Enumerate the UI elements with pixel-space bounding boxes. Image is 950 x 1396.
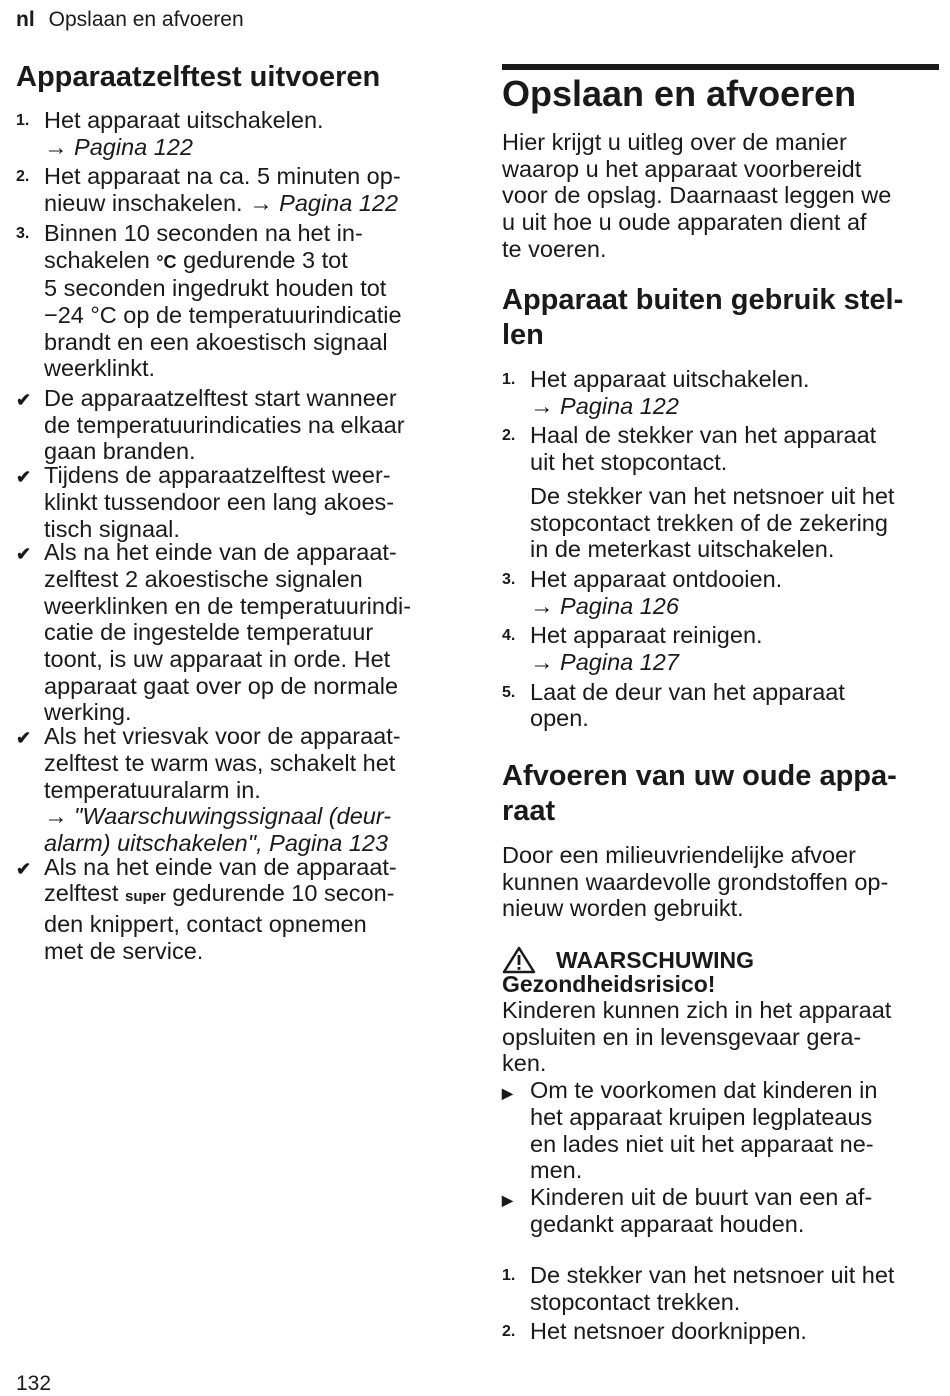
header-title: Opslaan en afvoeren xyxy=(48,8,244,31)
page-reference-link[interactable]: → Pagina 122 xyxy=(530,392,679,419)
warning-line: opsluiten en in levensgevaar gera- xyxy=(502,1023,862,1050)
page-header xyxy=(16,8,244,32)
step-number: 5. xyxy=(502,683,516,701)
step-text: −24 °C op de temperatuurindicatie xyxy=(44,301,402,328)
step-text: Het apparaat reinigen. xyxy=(530,622,763,649)
checkmark-icon: ✔ xyxy=(16,467,32,488)
bullet-text: en lades niet uit het apparaat ne- xyxy=(530,1130,874,1157)
step-number: 1. xyxy=(502,371,516,388)
bullet-text: Kinderen uit de buurt van een af- xyxy=(530,1183,873,1210)
step-text: open. xyxy=(530,705,589,732)
disposal-step-1 xyxy=(502,1262,942,1315)
super-button-symbol: super xyxy=(124,888,166,906)
step-text: weerklinkt. xyxy=(44,355,156,382)
page-reference-link[interactable]: alarm) uitschakelen", Pagina 123 xyxy=(44,829,389,856)
bullet-arrow-icon: ▶ xyxy=(502,1085,513,1102)
language-code: nl xyxy=(16,8,35,31)
selftest-result-3 xyxy=(16,539,456,726)
result-text: den knippert, contact opnemen xyxy=(44,911,367,938)
bullet-text: het apparaat kruipen legplateaus xyxy=(530,1103,873,1130)
step-number: 2. xyxy=(502,1323,516,1341)
heading-line: Afvoeren van uw oude appa- xyxy=(502,760,897,792)
result-text: Tijdens de apparaatzelftest weer- xyxy=(44,462,391,489)
step-text: Het apparaat na ca. 5 minuten op- xyxy=(44,163,401,190)
result-text: Als na het einde van de apparaat- xyxy=(44,539,397,566)
intro-line: te voeren. xyxy=(502,235,607,262)
bullet-text: men. xyxy=(530,1157,583,1184)
step-text: gedurende 3 tot xyxy=(183,246,348,273)
disposal-step-2 xyxy=(502,1318,942,1345)
warning-label: WAARSCHUWING xyxy=(556,946,755,973)
decommission-step-5 xyxy=(502,679,942,732)
result-text: apparaat gaat over op de normale xyxy=(44,672,399,699)
page-number: 132 xyxy=(16,1372,52,1395)
decommission-step-1 xyxy=(502,366,942,419)
warning-triangle-icon xyxy=(502,946,536,974)
intro-line: Door een milieuvriendelijke afvoer xyxy=(502,842,856,868)
result-text: catie de ingestelde temperatuur xyxy=(44,619,374,646)
heading-line: len xyxy=(502,319,544,351)
intro-line: kunnen waardevolle grondstoffen op- xyxy=(502,868,889,895)
intro-line: nieuw worden gebruikt. xyxy=(502,895,744,922)
selftest-list xyxy=(16,107,456,965)
result-text: Als het vriesvak voor de apparaat- xyxy=(44,723,401,750)
step-text: brandt en een akoestisch signaal xyxy=(44,328,388,355)
step-note: stopcontact trekken of de zekering xyxy=(530,509,888,536)
decommission-step-4 xyxy=(502,622,942,675)
title-rule xyxy=(502,64,939,70)
decommission-step-3 xyxy=(502,566,942,619)
bullet-arrow-icon: ▶ xyxy=(502,1191,513,1208)
bullet-text: gedankt apparaat houden. xyxy=(530,1210,805,1237)
selftest-step-2 xyxy=(16,163,456,216)
step-text: De stekker van het netsnoer uit het xyxy=(530,1262,895,1288)
result-text: temperatuuralarm in. xyxy=(44,776,261,803)
result-text: tisch signaal. xyxy=(44,515,180,542)
disposal-heading xyxy=(502,759,942,829)
intro-line: voor de opslag. Daarnaast leggen we xyxy=(502,182,892,209)
page-reference-link[interactable]: → Pagina 122 xyxy=(44,133,193,160)
result-text: met de service. xyxy=(44,937,204,964)
result-text: zelftest te warm was, schakelt het xyxy=(44,749,396,776)
selftest-result-1 xyxy=(16,385,456,465)
disposal-intro xyxy=(502,842,942,922)
bullet-text: Om te voorkomen dat kinderen in xyxy=(530,1077,878,1104)
heading-line: raat xyxy=(502,795,556,827)
step-number: 1. xyxy=(16,112,30,129)
step-number: 3. xyxy=(16,224,30,242)
page-reference-link[interactable]: → Pagina 127 xyxy=(530,649,679,676)
warning-bullet-1 xyxy=(502,1077,942,1184)
warning-title xyxy=(502,946,942,974)
result-text: zelftest xyxy=(44,880,119,907)
intro-line: u uit hoe u oude apparaten dient af xyxy=(502,209,867,236)
result-text: De apparaatzelftest start wanneer xyxy=(44,385,397,412)
result-text: de temperatuurindicaties na elkaar xyxy=(44,411,405,438)
step-text: Het apparaat ontdooien. xyxy=(530,565,783,592)
step-number: 2. xyxy=(502,427,516,445)
checkmark-icon: ✔ xyxy=(16,544,32,565)
selftest-result-5 xyxy=(16,854,456,965)
selftest-result-4 xyxy=(16,723,456,857)
step-note: De stekker van het netsnoer uit het xyxy=(530,482,895,509)
warning-line: ken. xyxy=(502,1050,547,1077)
result-text: weerklinken en de temperatuurindi- xyxy=(44,592,412,619)
step-number: 3. xyxy=(502,570,516,588)
decommission-step-2 xyxy=(502,422,942,563)
step-number: 1. xyxy=(502,1267,516,1284)
selftest-heading: Apparaatzelftest uitvoeren xyxy=(16,61,381,93)
step-text: Laat de deur van het apparaat xyxy=(530,678,845,705)
step-text: 5 seconden ingedrukt houden tot xyxy=(44,275,387,302)
checkmark-icon: ✔ xyxy=(16,390,32,411)
result-text: toont, is uw apparaat in orde. Het xyxy=(44,646,391,673)
warning-text xyxy=(502,997,942,1077)
checkmark-icon: ✔ xyxy=(16,728,32,749)
result-text: gaan branden. xyxy=(44,438,196,465)
selftest-result-2 xyxy=(16,462,456,542)
step-note: in de meterkast uitschakelen. xyxy=(530,536,835,563)
page-reference-link[interactable]: → Pagina 122 xyxy=(249,190,399,217)
step-text: nieuw inschakelen. xyxy=(44,190,243,217)
heading-line: Apparaat buiten gebruik stel- xyxy=(502,284,904,316)
step-text: Het apparaat uitschakelen. xyxy=(530,366,810,392)
decommission-heading xyxy=(502,283,942,353)
selftest-step-1 xyxy=(16,107,456,160)
selftest-step-3 xyxy=(16,220,456,382)
step-text: Het apparaat uitschakelen. xyxy=(44,107,324,133)
step-text: stopcontact trekken. xyxy=(530,1288,741,1315)
disposal-list xyxy=(502,1262,942,1345)
warning-bullet-2 xyxy=(502,1184,942,1237)
intro-paragraph xyxy=(502,129,942,263)
celsius-button-symbol: °C xyxy=(156,251,177,272)
step-number: 2. xyxy=(16,168,30,186)
checkmark-icon: ✔ xyxy=(16,858,32,879)
page-title: Opslaan en afvoeren xyxy=(502,73,857,114)
result-text: werking. xyxy=(44,699,132,726)
step-text: Haal de stekker van het apparaat xyxy=(530,422,877,449)
warning-block xyxy=(502,946,942,1237)
step-text: schakelen xyxy=(44,246,150,273)
result-text: gedurende 10 secon- xyxy=(172,880,395,907)
intro-line: waarop u het apparaat voorbereidt xyxy=(502,155,862,182)
step-text: Binnen 10 seconden na het in- xyxy=(44,219,363,246)
warning-subtitle: Gezondheidsrisico! xyxy=(502,971,716,997)
result-text: Als na het einde van de apparaat- xyxy=(44,853,397,880)
step-number: 4. xyxy=(502,627,516,645)
step-text: uit het stopcontact. xyxy=(530,449,728,476)
warning-line: Kinderen kunnen zich in het apparaat xyxy=(502,997,892,1023)
page-reference-link[interactable]: → "Waarschuwingssignaal (deur- xyxy=(44,803,392,830)
result-text: klinkt tussendoor een lang akoes- xyxy=(44,488,395,515)
step-text: Het netsnoer doorknippen. xyxy=(530,1318,807,1345)
intro-line: Hier krijgt u uitleg over de manier xyxy=(502,129,847,155)
decommission-list xyxy=(502,366,942,732)
result-text: zelftest 2 akoestische signalen xyxy=(44,565,363,592)
page-reference-link[interactable]: → Pagina 126 xyxy=(530,592,679,619)
